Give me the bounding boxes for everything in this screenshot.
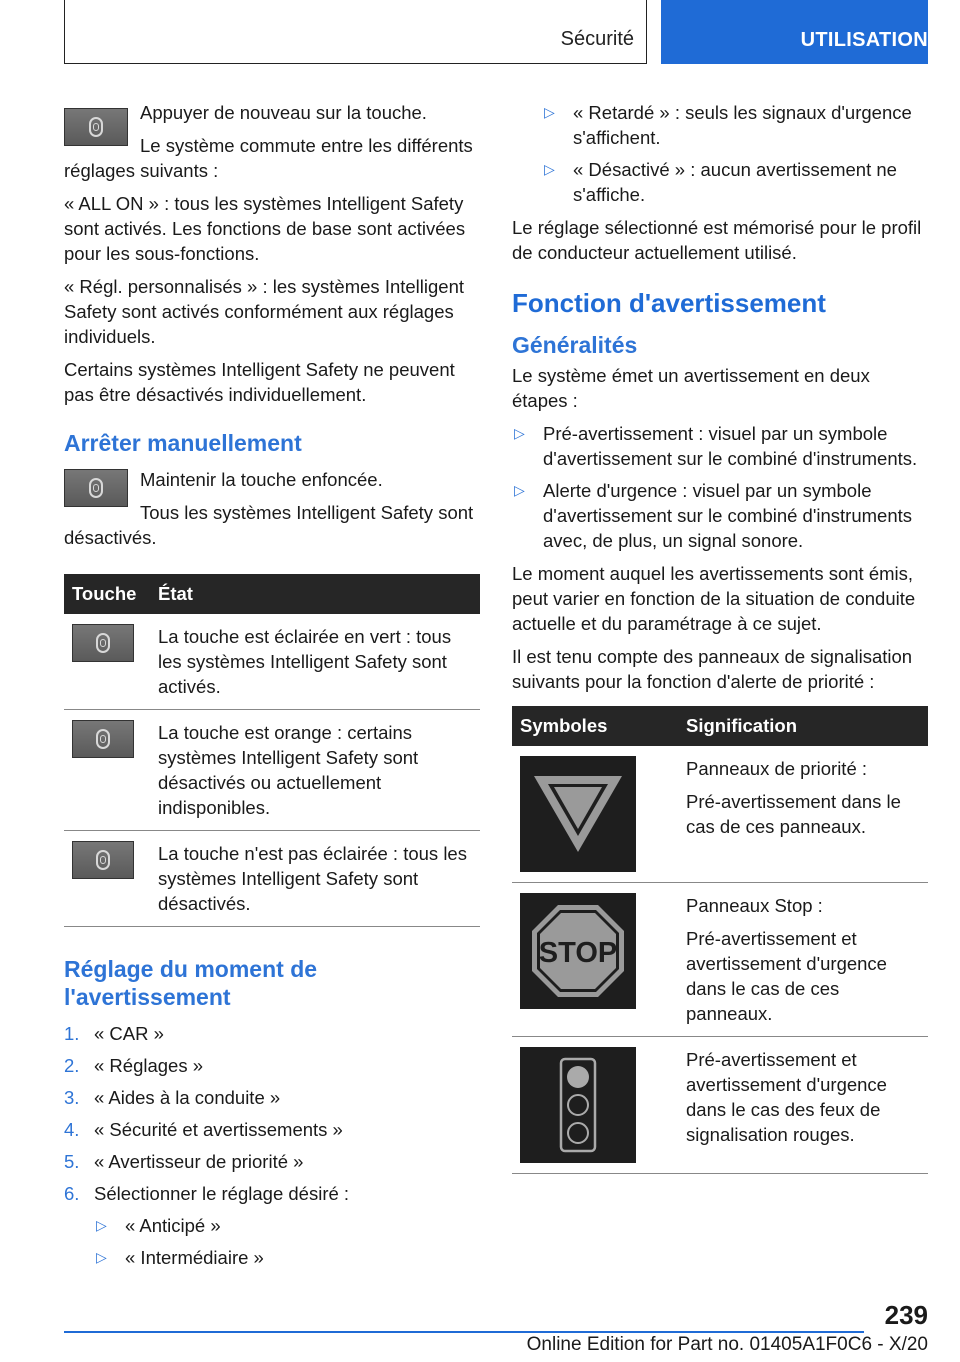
list-item xyxy=(64,1085,480,1110)
left-column xyxy=(64,100,480,1278)
paragraph: Appuyer de nouveau sur la touche. xyxy=(140,102,427,123)
paragraph: Maintenir la touche enfoncée. xyxy=(140,469,383,490)
stop-sign-graphic xyxy=(530,903,626,999)
option-text: « Intermédiaire » xyxy=(125,1247,264,1268)
bullet-triangle-icon: ▷ xyxy=(544,104,555,120)
paragraph: Le moment auquel les avertissements sont émis, peut varier en fonction de la situation de conduite actuelle et du paramétrage à ce sujet. xyxy=(512,563,916,634)
page-number: 239 xyxy=(884,1300,928,1330)
header-chapter-box xyxy=(661,0,928,64)
traffic-light-icon xyxy=(520,1047,636,1163)
warning-stages-list xyxy=(512,421,928,553)
safety-button-icon xyxy=(96,633,110,653)
button-paragraph-2 xyxy=(64,467,480,558)
button-green-image xyxy=(72,624,134,662)
subsection-heading-general: Généralités xyxy=(512,332,638,358)
list-item xyxy=(64,1117,480,1142)
table-row xyxy=(64,831,480,927)
table-header: État xyxy=(150,574,480,614)
list-item xyxy=(64,1181,480,1206)
list-item xyxy=(64,1021,480,1046)
list-item xyxy=(94,1213,480,1238)
stop-sign-icon xyxy=(520,893,636,1009)
edition-text: Online Edition for Part no. 01405A1F0C6 - X/20 xyxy=(526,1334,928,1355)
list-item xyxy=(512,478,928,553)
table-header: Signification xyxy=(678,706,928,746)
table-cell xyxy=(678,746,928,883)
list-item xyxy=(542,157,928,207)
step-number: 2. xyxy=(64,1055,80,1076)
table-cell xyxy=(678,883,928,1037)
cell-line: Pré-avertissement et avertissement d'urgence dans le cas des feux de signalisation rouges. xyxy=(686,1049,887,1145)
options-list xyxy=(64,1213,480,1270)
safety-button-icon xyxy=(89,478,103,498)
option-text: « Retardé » : seuls les signaux d'urgence s'affichent. xyxy=(573,102,912,148)
footer-divider xyxy=(64,1331,864,1333)
button-paragraph-1 xyxy=(64,100,480,191)
header-section-box xyxy=(64,0,647,64)
table-cell: La touche est éclairée en vert : tous les systèmes Intelligent Safety sont activés. xyxy=(150,614,480,710)
step-text: « Réglages » xyxy=(94,1055,204,1076)
paragraph-line: Tous les systèmes Intelligent Safety xyxy=(140,502,434,523)
paragraph: Il est tenu compte des panneaux de signalisation suivants pour la fonction d'alerte de priorité : xyxy=(512,646,913,692)
bullet-triangle-icon: ▷ xyxy=(544,161,555,177)
step-number: 4. xyxy=(64,1119,80,1140)
cell-line: Panneaux de priorité : xyxy=(686,758,868,779)
step-number: 1. xyxy=(64,1023,80,1044)
yield-sign-icon xyxy=(520,756,636,872)
table-row xyxy=(64,614,480,710)
header-section-title: Sécurité xyxy=(560,28,634,50)
paragraph-line: sont désactivés. xyxy=(64,502,474,548)
cell-line: Pré-avertissement et avertissement d'urgence dans le cas de ces panneaux. xyxy=(686,928,887,1024)
option-text: « Désactivé » : aucun avertissement ne s'affiche. xyxy=(573,159,897,205)
bullet-triangle-icon: ▷ xyxy=(96,1249,107,1265)
button-orange-image xyxy=(72,720,134,758)
step-text: « Sécurité et avertissements » xyxy=(94,1119,343,1140)
traffic-signs-table xyxy=(512,706,928,1174)
step-text: « Aides à la conduite » xyxy=(94,1087,281,1108)
table-cell xyxy=(678,1037,928,1174)
step-number: 6. xyxy=(64,1183,80,1204)
list-item xyxy=(94,1245,480,1270)
step-number: 5. xyxy=(64,1151,80,1172)
table-row xyxy=(512,746,928,883)
table-row xyxy=(64,710,480,831)
paragraph: Le système commute entre les différents réglages suivants : xyxy=(64,135,473,181)
safety-button-icon xyxy=(96,850,110,870)
section-heading-timing: Réglage du moment de l'avertissement xyxy=(64,956,318,1010)
step-text: « Avertisseur de priorité » xyxy=(94,1151,304,1172)
section-heading-manual: Arrêter manuellement xyxy=(64,430,302,456)
paragraph: « Régl. personnalisés » : les systèmes Intelligent Safety sont activés conformément aux réglages individuels. xyxy=(64,276,465,347)
table-header: Symboles xyxy=(512,706,678,746)
section-heading-warning-function: Fonction d'avertissement xyxy=(512,288,826,318)
intelligent-safety-button-image xyxy=(64,108,128,146)
steps-list xyxy=(64,1021,480,1206)
safety-button-icon xyxy=(89,117,103,137)
bullet-text: Alerte d'urgence : visuel par un symbole d'avertissement sur le combiné d'instruments avec, de plus, un signal sonore. xyxy=(543,480,912,551)
right-column xyxy=(512,100,928,1174)
table-cell: La touche est orange : certains systèmes Intelligent Safety sont désactivés ou actuellement indisponibles. xyxy=(150,710,480,831)
bullet-triangle-icon: ▷ xyxy=(514,425,525,441)
table-cell: La touche n'est pas éclairée : tous les systèmes Intelligent Safety sont désactivés. xyxy=(150,831,480,927)
paragraph xyxy=(64,500,480,550)
step-number: 3. xyxy=(64,1087,80,1108)
stop-sign-text: STOP xyxy=(538,937,618,969)
options-list-continued xyxy=(512,100,928,207)
list-item xyxy=(512,421,928,471)
safety-button-icon xyxy=(96,729,110,749)
paragraph: Le système émet un avertissement en deux étapes : xyxy=(512,365,870,411)
intelligent-safety-button-image xyxy=(64,469,128,507)
yield-sign-graphic xyxy=(532,774,624,854)
button-off-image xyxy=(72,841,134,879)
header-chapter-title: UTILISATION xyxy=(800,29,928,51)
traffic-light-graphic xyxy=(558,1057,598,1153)
table-row xyxy=(512,883,928,1037)
paragraph: Certains systèmes Intelligent Safety ne peuvent pas être désactivés individuellement. xyxy=(64,359,455,405)
bullet-triangle-icon: ▷ xyxy=(96,1217,107,1233)
option-text: « Anticipé » xyxy=(125,1215,221,1236)
paragraph: Le réglage sélectionné est mémorisé pour le profil de conducteur actuellement utilisé. xyxy=(512,217,922,263)
bullet-text: Pré-avertissement : visuel par un symbole d'avertissement sur le combiné d'instruments. xyxy=(543,423,918,469)
bullet-triangle-icon: ▷ xyxy=(514,482,525,498)
table-row xyxy=(512,1037,928,1174)
cell-line: Pré-avertissement dans le cas de ces panneaux. xyxy=(686,791,901,837)
step-text: « CAR » xyxy=(94,1023,164,1044)
list-item xyxy=(64,1053,480,1078)
table-header: Touche xyxy=(64,574,150,614)
cell-line: Panneaux Stop : xyxy=(686,895,823,916)
list-item xyxy=(64,1149,480,1174)
list-item xyxy=(542,100,928,150)
button-state-table xyxy=(64,574,480,927)
step-text: Sélectionner le réglage désiré : xyxy=(94,1183,350,1204)
paragraph: « ALL ON » : tous les systèmes Intelligent Safety sont activés. Les fonctions de base sont activées pour les sous-fonctions. xyxy=(64,193,466,264)
page-header xyxy=(64,0,928,66)
